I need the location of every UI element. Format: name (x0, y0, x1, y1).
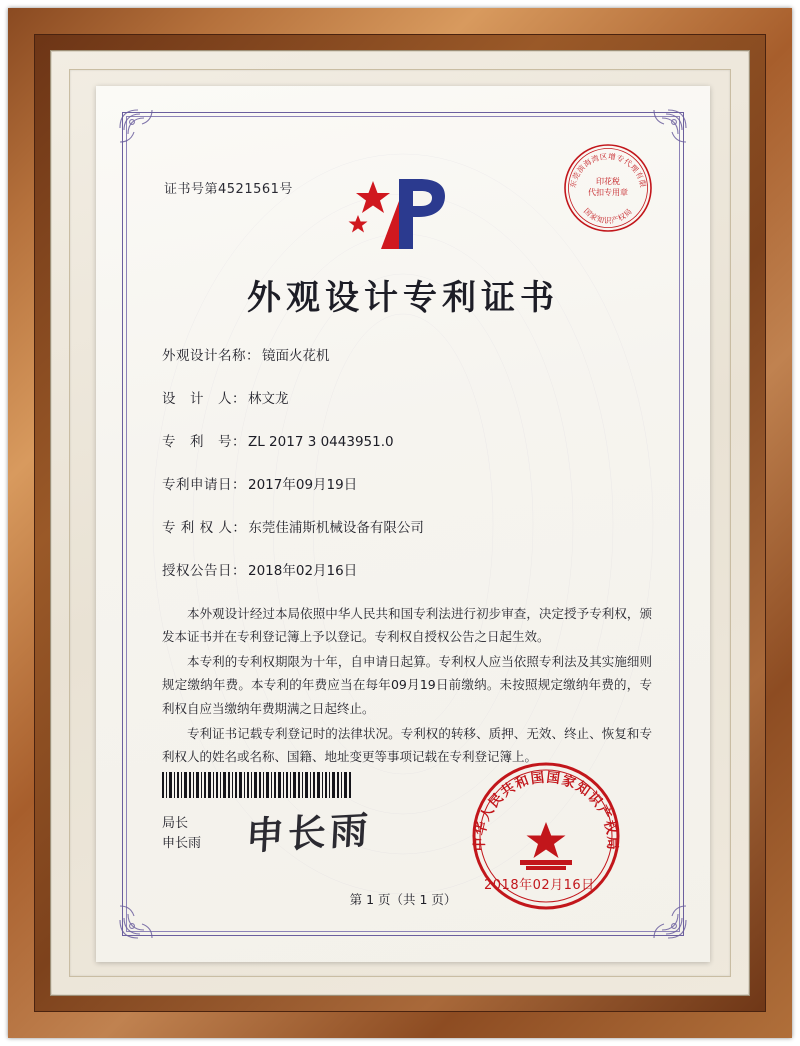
cnipa-logo-icon (96, 168, 710, 260)
certificate-fields (162, 344, 650, 602)
field-patentee (162, 516, 650, 536)
svg-text:代扣专用章: 代扣专用章 (588, 188, 628, 197)
field-designer (162, 387, 650, 407)
director-block (162, 814, 201, 853)
page-title: 外观设计专利证书 (247, 278, 559, 318)
svg-text:印花税: 印花税 (596, 177, 620, 186)
field-label: 授权公告日： (162, 563, 246, 579)
certificate-body (162, 602, 652, 770)
body-paragraph: 本专利的专利权期限为十年，自申请日起算。专利权人应当依照专利法及其实施细则规定缴纳年费。本专利的年费应当在每年09月19日前缴纳。未按照规定缴纳年费的，专利权自应当缴纳年费期满之日起终止。 (162, 654, 652, 716)
field-value: 林文龙 (248, 391, 289, 407)
field-application-date (162, 473, 650, 493)
director-label: 局长 (162, 816, 189, 831)
director-name: 申长雨 (162, 835, 202, 851)
page-number: 第 1 页（共 1 页） (349, 892, 457, 907)
svg-text:东莞滨海湾区增专代理有限: 东莞滨海湾区增专代理有限 (568, 151, 648, 189)
body-paragraph: 专利证书记载专利登记时的法律状况。专利权的转移、质押、无效、终止、恢复和专利权人的姓名或名称、国籍、地址变更等事项记载在专利登记簿上。 (162, 725, 652, 764)
field-value: 镜面火花机 (262, 348, 330, 364)
field-label: 专 利 权 人： (162, 520, 247, 536)
svg-text:国家知识产权局: 国家知识产权局 (581, 206, 635, 226)
handwritten-signature: 申长雨 (244, 806, 373, 859)
field-value: 2018年02月16日 (248, 563, 358, 579)
field-label: 专 利 号： (162, 434, 246, 450)
field-patent-number (162, 430, 650, 450)
seal-date: 2018年02月16日 (484, 878, 595, 893)
field-value: 2017年09月19日 (248, 477, 358, 493)
body-paragraph: 本外观设计经过本局依照中华人民共和国专利法进行初步审查，决定授予专利权，颁发本证书并在专利登记簿上予以登记。专利权自授权公告之日起生效。 (162, 606, 652, 645)
picture-frame-outer (8, 8, 792, 1038)
field-label: 设 计 人： (162, 391, 246, 407)
field-design-name (162, 344, 650, 364)
certificate-number: 证书号第4521561号 (164, 182, 293, 197)
corner-ornament-icon (118, 108, 164, 154)
barcode (162, 772, 352, 798)
field-value: 东莞佳浦斯机械设备有限公司 (248, 520, 424, 536)
field-grant-date (162, 559, 650, 579)
field-label: 外观设计名称： (162, 348, 260, 364)
field-value: ZL 2017 3 0443951.0 (248, 434, 394, 450)
patent-certificate (96, 86, 710, 962)
svg-text:中华人民共和国国家知识产权局: 中华人民共和国国家知识产权局 (471, 769, 621, 852)
field-label: 专利申请日： (162, 477, 246, 493)
